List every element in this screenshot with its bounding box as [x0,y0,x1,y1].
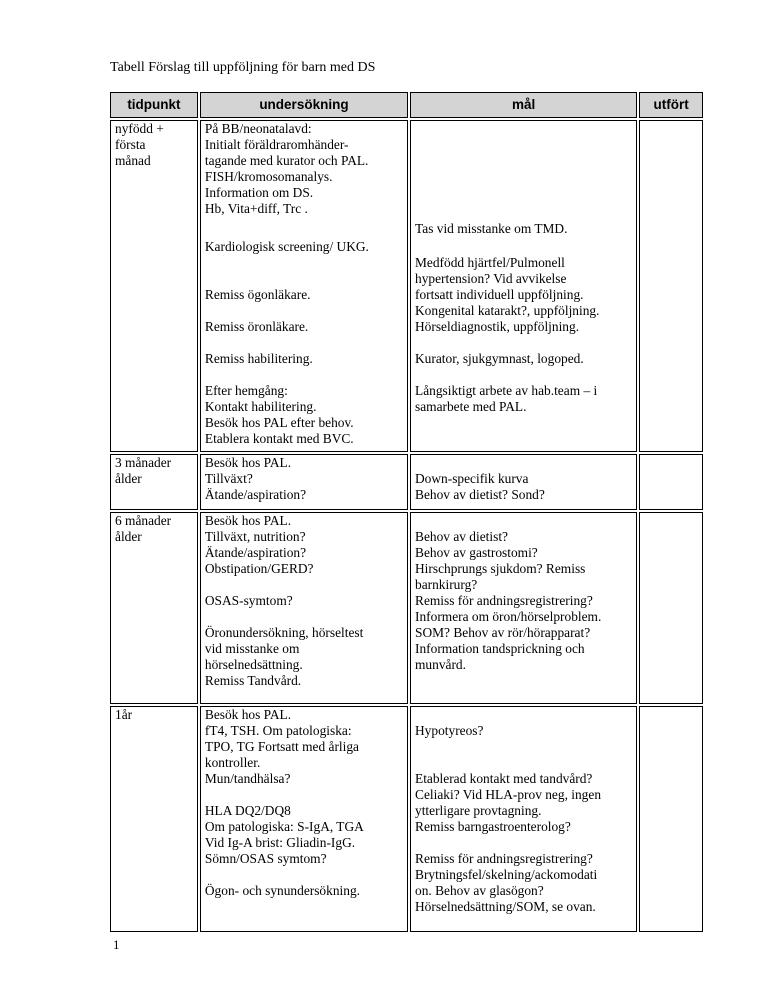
cell-text-line: SOM? Behov av rör/hörapparat? [415,625,591,640]
cell-text-line: På BB/neonatalavd: [204,121,312,136]
table-row [110,706,703,932]
cell-text-line: Remiss barngastroenterolog? [415,819,571,834]
cell-text-line: Tillväxt? [204,471,253,486]
cell-text-line: Initialt föräldraromhänder- [204,137,349,152]
cell-text-line: Kardiologisk screening/ UKG. [204,239,369,254]
cell-text-line: barnkirurg? [415,577,478,592]
cell-text-line: Besök hos PAL. [204,455,292,470]
cell-text-line: Hörseldiagnostik, uppföljning. [415,319,580,334]
cell-text-line: Öronundersökning, hörseltest [204,625,364,640]
header-utfort: utfört [639,92,703,118]
cell-text-line: Hypotyreos? [415,723,484,738]
header-mal: mål [410,92,637,118]
follow-up-table [108,90,705,934]
cell-text-line: Hb, Vita+diff, Trc . [204,201,308,216]
cell-text-line: ålder [115,471,142,486]
cell-text-line: Långsiktigt arbete av hab.team – i [415,383,598,398]
table-caption: Tabell Förslag till uppföljning för barn med DS [110,60,376,75]
cell-undersokning [200,454,408,510]
cell-text-line: 1år [115,707,133,722]
cell-text-line: tagande med kurator och PAL. [204,153,369,168]
cell-text-line: Medfödd hjärtfel/Pulmonell [415,255,565,270]
cell-text-line: OSAS-symtom? [204,593,293,608]
cell-text-line: första [115,137,146,152]
cell-text-line: Efter hemgång: [204,383,288,398]
cell-text-line: Om patologiska: S-IgA, TGA [204,819,364,834]
cell-text-line: Remiss habilitering. [204,351,313,366]
cell-undersokning [200,512,408,704]
cell-text-line: Information tandsprickning och [415,641,585,656]
cell-text-line: Behov av gastrostomi? [415,545,538,560]
cell-text-line: Remiss öronläkare. [204,319,309,334]
cell-text-line: 6 månader [115,513,172,528]
cell-tidpunkt [110,512,198,704]
cell-text-line: hypertension? Vid avvikelse [415,271,567,286]
cell-utfort[interactable] [639,512,703,704]
cell-text-line: Besök hos PAL efter behov. [204,415,354,430]
header-row [110,92,703,118]
cell-undersokning [200,706,408,932]
table-row [110,120,703,452]
cell-text-line: Sömn/OSAS symtom? [204,851,327,866]
cell-text-line: hörselnedsättning. [204,657,303,672]
cell-text-line: Celiaki? Vid HLA-prov neg, ingen [415,787,602,802]
cell-text-line: nyfödd + [115,121,164,136]
cell-text-line: Behov av dietist? [415,529,508,544]
cell-text-line: HLA DQ2/DQ8 [204,803,291,818]
cell-text-line: Tas vid misstanke om TMD. [415,221,568,236]
cell-utfort[interactable] [639,706,703,932]
cell-text-line: Obstipation/GERD? [204,561,314,576]
cell-text-line: kontroller. [204,755,261,770]
cell-tidpunkt [110,120,198,452]
cell-text-line: Hörselnedsättning/SOM, se ovan. [415,899,596,914]
cell-text-line: Besök hos PAL. [204,707,292,722]
cell-text-line: on. Behov av glasögon? [415,883,544,898]
cell-text-line: Besök hos PAL. [204,513,292,528]
cell-text-line: FISH/kromosomanalys. [204,169,333,184]
cell-text-line: Behov av dietist? Sond? [415,487,545,502]
cell-text-line: Remiss för andningsregistrering? [415,851,593,866]
cell-text-line: Kurator, sjukgymnast, logoped. [415,351,584,366]
table-row [110,454,703,510]
cell-text-line: Kontakt habilitering. [204,399,317,414]
cell-text-line: TPO, TG Fortsatt med årliga [204,739,359,754]
cell-utfort[interactable] [639,454,703,510]
cell-text-line: Remiss ögonläkare. [204,287,311,302]
cell-text-line: Brytningsfel/skelning/ackomodati [415,867,598,882]
table-row [110,512,703,704]
cell-tidpunkt [110,706,198,932]
cell-text-line: Mun/tandhälsa? [204,771,291,786]
cell-text-line: Informera om öron/hörselproblem. [415,609,602,624]
cell-text-line: fortsatt individuell uppföljning. [415,287,584,302]
cell-text-line: munvård. [415,657,466,672]
cell-text-line: 3 månader [115,455,172,470]
cell-text-line: ytterligare provtagning. [415,803,542,818]
cell-undersokning [200,120,408,452]
cell-text-line: Ögon- och synundersökning. [204,883,360,898]
cell-mal [410,512,637,704]
cell-mal [410,706,637,932]
cell-text-line: Remiss Tandvård. [204,673,302,688]
cell-text-line: Etablerad kontakt med tandvård? [415,771,593,786]
cell-tidpunkt [110,454,198,510]
header-undersokning: undersökning [200,92,408,118]
cell-text-line: Ätande/aspiration? [204,487,307,502]
cell-text-line: samarbete med PAL. [415,399,527,414]
cell-text-line: Tillväxt, nutrition? [204,529,306,544]
cell-text-line: månad [115,153,151,168]
cell-text-line: Hirschprungs sjukdom? Remiss [415,561,586,576]
cell-mal [410,120,637,452]
page-number: 1 [113,937,120,952]
cell-text-line: Down-specifik kurva [415,471,529,486]
cell-text-line: Etablera kontakt med BVC. [204,431,354,446]
header-tidpunkt: tidpunkt [110,92,198,118]
cell-mal [410,454,637,510]
cell-text-line: Vid Ig-A brist: Gliadin-IgG. [204,835,356,850]
cell-utfort[interactable] [639,120,703,452]
cell-text-line: vid misstanke om [204,641,300,656]
cell-text-line: Remiss för andningsregistrering? [415,593,593,608]
cell-text-line: fT4, TSH. Om patologiska: [204,723,352,738]
cell-text-line: Information om DS. [204,185,314,200]
cell-text-line: Ätande/aspiration? [204,545,307,560]
cell-text-line: Kongenital katarakt?, uppföljning. [415,303,600,318]
cell-text-line: ålder [115,529,142,544]
